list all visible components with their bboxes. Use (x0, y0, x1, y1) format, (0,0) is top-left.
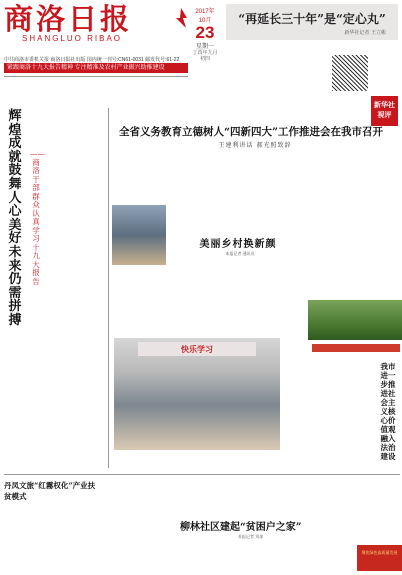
divider (4, 76, 188, 77)
bottom-story-title[interactable]: 柳林社区建起“贫困户之家” (180, 522, 302, 533)
village-photo (308, 300, 402, 340)
bottom-right-ad[interactable]: 聚焦绿色高质量发展 (357, 545, 402, 571)
date-weekday: 星期一 (195, 44, 214, 50)
bottom-left-story-body (4, 492, 104, 572)
date-day: 23 (195, 23, 215, 42)
top-commentary-byline: 新华社记者 王立彬 (344, 30, 386, 36)
left-column-body (46, 110, 104, 470)
newspaper-emblem-icon (170, 6, 192, 32)
second-story-col1 (170, 262, 232, 334)
left-vertical-headline[interactable]: 辉煌成就鼓舞人心 美好未来仍需拼搏 (8, 109, 22, 328)
village-photo-label (312, 344, 400, 352)
column-divider (108, 108, 109, 468)
qr-code (332, 55, 368, 91)
lead-story-photo (112, 205, 166, 265)
top-commentary-box[interactable] (226, 4, 398, 40)
lead-story-col3 (244, 150, 314, 230)
lead-story-col5 (112, 270, 166, 334)
photo-banner: 快乐学习 (138, 342, 256, 356)
lead-story-subtitle: 王建利讲话 郝光照致辞 (218, 142, 292, 149)
date-lunar: 丁酉年九月初四 (192, 50, 218, 62)
bottom-story-body (176, 542, 354, 572)
date-box (192, 6, 218, 66)
top-commentary-title: “再延长三十年”是“定心丸” (238, 12, 386, 26)
bottom-story-byline: 本报记者 刘琼 (238, 534, 264, 539)
divider (4, 474, 400, 475)
second-story-title[interactable]: 美丽乡村换新颜 (199, 239, 277, 250)
second-story-byline: 本报记者 通讯员 (225, 251, 255, 256)
right-slogan-badge[interactable]: 新华社视评 (371, 96, 398, 126)
newspaper-masthead: 商洛日报 (4, 2, 133, 36)
right-column-body (310, 356, 374, 506)
lead-story-title[interactable]: 全省义务教育立德树人“四新四大”工作推进会在我市召开 (118, 126, 384, 138)
bottom-left-story-title[interactable]: 丹凤文旅“红霧权化”产业扶贫模式 (4, 481, 96, 501)
bottom-mid-brief (110, 480, 170, 572)
lead-story-col1 (112, 150, 166, 202)
red-headline-bar: 紧跟商洛十九大报告精神 专注精准及农村产业振兴助推建设 (4, 63, 188, 73)
masthead-pinyin: SHANGLUO RIBAO (22, 34, 123, 43)
top-left-briefs (4, 78, 188, 106)
right-vertical-headline[interactable]: 我市进一步推进社会主义核心价值观融入法治建设 (380, 362, 396, 461)
photo-caption-col (284, 300, 306, 450)
left-vertical-subhead: ——商洛干部群众认真学习十九大报告 (30, 149, 45, 286)
date-year-month: 2017年10月 (195, 9, 215, 24)
lead-story-col2 (170, 150, 240, 230)
publication-info: 中共商洛市委机关报 商洛日报社出版 国内统一刊号:CN61-0031 邮发代号:61-22 (4, 57, 180, 63)
lead-story-col4 (318, 150, 398, 290)
